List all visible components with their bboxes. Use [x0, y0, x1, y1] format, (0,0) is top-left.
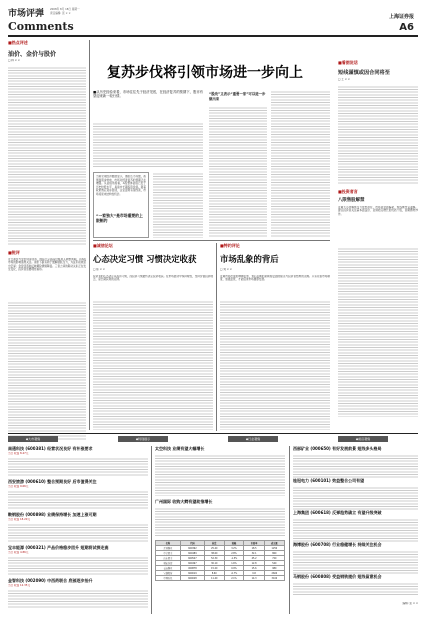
mid-left-body: [93, 300, 213, 430]
mid-right-byline: □ 刘 × ×: [220, 268, 232, 271]
section-en: Comments: [8, 20, 74, 33]
stock-item: [293, 478, 418, 510]
stock-item: [8, 446, 148, 479]
table-cell: 25.40: [204, 546, 224, 551]
stock-table: [155, 540, 285, 581]
footer-note: 编辑: 张 × ×: [402, 602, 418, 605]
divider-bar-1: ◆大市观察: [8, 436, 58, 442]
table-cell: 江西铜业: [156, 546, 181, 551]
divider-bar-2: ◆特别提示: [118, 436, 168, 442]
table-cell: 0.9%: [224, 566, 244, 571]
stock-item-title: 南通科技 (600381) 经营状况良好 有补涨要求: [8, 446, 93, 451]
table-cell: 000878: [180, 566, 204, 571]
table-cell: 38.60: [204, 551, 224, 556]
stock-item: [293, 574, 418, 602]
mid-left-title: 心态决定习惯 习惯决定收获: [93, 254, 197, 264]
table-cell: 540: [264, 561, 284, 566]
main-box-title: “一家独大”是市场重要的上限制约: [96, 213, 143, 223]
mid-right-paragraph: 近期市场出现的种种乱象，背后反映的是制度层面的缺失与投资者结构的失衡。只有完善市场制度，加强监管，才能促进市场健康发展。: [220, 274, 330, 282]
masthead: [8, 6, 418, 36]
editor-line: 责任编辑: 张 × ×: [50, 12, 71, 15]
table-cell: 52.30: [204, 556, 224, 561]
bottom-left-section: [8, 446, 148, 614]
table-header: 收盘: [204, 541, 224, 546]
stock-item: [8, 578, 148, 611]
table-cell: 9.8: [244, 571, 264, 576]
bottom-mid-body: [155, 454, 285, 496]
left-tag: ■热点评述: [8, 40, 28, 45]
divider-bar-4: ◆前沿观察: [338, 436, 388, 442]
left-column: [8, 40, 86, 430]
table-cell: 宝钢股份: [156, 571, 181, 576]
left-title: 油价、金价与股价: [8, 51, 57, 58]
table-cell: 云南铜业: [156, 566, 181, 571]
table-cell: 12.8: [244, 561, 264, 566]
mid-top-rule: [93, 240, 330, 241]
main-article: [93, 40, 330, 238]
stock-item-meta: 当日 收盘 8.47元: [8, 452, 29, 455]
main-body-b: [153, 172, 203, 238]
table-cell: 15.20: [204, 566, 224, 571]
table-cell: 中金黄金: [156, 551, 181, 556]
bottom-divider-2: [289, 446, 290, 614]
left-second-tag: ■锐评: [8, 249, 20, 255]
table-row: [156, 576, 285, 581]
right-sub-tag: ■投资者言: [338, 188, 358, 194]
stock-item-meta: 当日 收盘 9.66元: [8, 485, 29, 488]
table-cell: 600362: [180, 546, 204, 551]
stock-item-body: [8, 523, 148, 543]
stock-item-body: [8, 457, 148, 477]
stock-item-title: 宝丰能源 (000321) 产品价格稳步回升 短期将试探走高: [8, 545, 109, 550]
left-paragraph: 近日油价与金价同步回落，国际大宗商品价格进入调整周期，对A股市场的影响值得关注。油价下跌有助于缓解通胀压力，为货币政策留出空间；金价回落则反映避险情绪降温。三者之间的联动关系正在发生变化，投资者需要理性看待。: [8, 257, 86, 272]
mid-left-byline: □ 陈 × ×: [93, 268, 105, 271]
stock-item-body: [8, 556, 148, 576]
stock-item-body: [293, 518, 418, 542]
mid-left-paragraph: 投资者的心态决定其投资习惯，而投资习惯最终决定投资收获。在市场波动中保持理性，坚持价值投资理念，是长期获利的关键。: [93, 274, 213, 282]
page-number: A6: [399, 22, 414, 33]
stock-item-title: 西安旅游 (000610) 整合预期良好 后市值得关注: [8, 479, 97, 484]
stock-item: [293, 446, 418, 478]
mid-right-tag: ■特约评论: [220, 243, 240, 248]
main-callout: “股改”又表示“重要一家”可以进一步做出来: [209, 92, 266, 101]
bottom-divider-1: [151, 446, 152, 614]
mid-divider: [216, 243, 217, 431]
table-cell: 3.2%: [224, 546, 244, 551]
right-column: [338, 40, 418, 430]
main-lead: ■从历史经验来看，市场往往先于经济见底，在经济复苏的预期下，股市有望迎来新一轮行情。: [93, 90, 203, 99]
table-cell: 30.10: [204, 561, 224, 566]
table-cell: -0.7%: [224, 571, 244, 576]
table-header: 涨幅: [224, 541, 244, 546]
left-body-text-2: [8, 301, 86, 441]
bottom-mid-body-2: [155, 507, 285, 537]
table-cell: 山东黄金: [156, 556, 181, 561]
table-cell: 2.1%: [224, 576, 244, 581]
stock-item: [293, 510, 418, 542]
table-cell: 1.6%: [224, 561, 244, 566]
stock-item-title: 桂冠电力 (600101) 效益整合公司有望: [293, 478, 365, 483]
stock-item-body: [293, 550, 418, 574]
mid-right-title: 市场乱象的背后: [220, 254, 279, 264]
table-cell: 3100: [264, 576, 284, 581]
masthead-rule: [8, 35, 418, 37]
stock-item-body: [293, 582, 418, 596]
table-cell: 45.2: [244, 556, 264, 561]
stock-item: [8, 512, 148, 545]
mid-left-tag: ■诚信论坛: [93, 243, 113, 248]
table-cell: 驰宏锌锗: [156, 561, 181, 566]
divider-bar-3: ◆行业观察: [228, 436, 278, 442]
table-cell: 980: [264, 566, 284, 571]
right-tag: ■看图说话: [338, 60, 358, 65]
stock-item: [8, 479, 148, 512]
table-cell: 8.60: [204, 571, 224, 576]
table-cell: -1.5%: [224, 556, 244, 561]
table-cell: 600489: [180, 551, 204, 556]
main-body-a: [93, 122, 203, 168]
date-line: 2008年 8月 18日 星期一: [50, 8, 80, 11]
main-body-d: [271, 90, 330, 238]
mid-right-body: [220, 300, 330, 430]
table-cell: 15.6: [244, 566, 264, 571]
right-title: 短线谨慎或因合同将至: [338, 70, 390, 76]
mid-left-article: [93, 243, 213, 431]
table-cell: 18.5: [244, 546, 264, 551]
table-cell: 32.1: [244, 551, 264, 556]
stock-item-title: 海博股份 (600708) 行业稳健增长 持续关注机会: [293, 542, 382, 547]
table-cell: 1250: [264, 546, 284, 551]
right-body: [338, 85, 418, 185]
lower-rule: [8, 433, 418, 434]
table-cell: 11.40: [204, 576, 224, 581]
left-body-text: [8, 66, 86, 246]
section-name: 市场评弹: [8, 9, 45, 19]
table-cell: 600497: [180, 561, 204, 566]
left-divider: [89, 40, 90, 430]
table-cell: 720: [264, 556, 284, 561]
stock-item-meta: 当日 收盘 12.35元: [8, 584, 31, 587]
stock-item-title: 西部矿业 (000650) 有好发展前景 短线多头格局: [293, 446, 382, 451]
main-box-text: 当前宏观经济数据显示，通胀压力趋缓，政策面逐步转向，市场对经济复苏的预期正在增强。从估值角度看，A股整体估值已处于历史较低水平，具备中长期投资价值。随着政策效应逐步显现，企业盈利有望改善，市场将迎来结构性机会。: [96, 175, 146, 196]
bottom-right-section: [293, 446, 418, 614]
stock-item-title: 鞍钢股份 (000898) 业绩保持增长 加速上涨可期: [8, 512, 97, 517]
table-header: 市盈率: [244, 541, 264, 546]
right-body-2: [338, 247, 418, 417]
stock-item: [293, 542, 418, 574]
main-body-c: [209, 106, 267, 238]
table-body: [156, 546, 285, 581]
table-cell: 中国石化: [156, 576, 181, 581]
bottom-mid-title: 太空科技 业绩有望大幅增长: [155, 446, 205, 451]
stock-item: [8, 545, 148, 578]
stock-item-body: [8, 589, 148, 609]
main-title: 复苏步伐将引领市场进一步向上: [107, 65, 303, 81]
table-cell: 860: [264, 551, 284, 556]
paper-name: 上海证券报: [388, 14, 414, 20]
table-cell: 14.3: [244, 576, 264, 581]
table-header: 代码: [180, 541, 204, 546]
stock-item-body: [8, 490, 148, 510]
table-cell: 2.8%: [224, 551, 244, 556]
mid-right-article: [220, 243, 330, 431]
stock-item-meta: 当日 收盘 18.20元: [8, 518, 31, 521]
table-cell: 600028: [180, 576, 204, 581]
right-paragraph: 近期大小非解禁压力依然存在，市场资金面偏紧，短线操作宜谨慎。建议投资者关注基本面良好、业绩稳定增长的优质个股，回避题材炒作。: [338, 205, 418, 216]
left-byline: □ 林 × ×: [8, 59, 20, 62]
table-header: 名称: [156, 541, 181, 546]
main-box: [93, 172, 149, 238]
stock-item-title: 金智科技 (002090) 中西药联合 底部逐步抬升: [8, 578, 93, 583]
stock-item-title: 马钢股份 (600808) 受益钢铁提价 短线留意机会: [293, 574, 382, 579]
right-sub-title: 八限售股解禁: [338, 197, 365, 203]
table-cell: 2600: [264, 571, 284, 576]
stock-item-body: [293, 454, 418, 478]
stock-item-meta: 当日 收盘 4.86元: [8, 551, 29, 554]
table-cell: 600019: [180, 571, 204, 576]
right-byline: □ 王 × ×: [338, 78, 350, 81]
stock-item-body: [293, 486, 418, 510]
stock-item-title: 上海集团 (600618) 反弹趋势确立 有望升级突破: [293, 510, 382, 515]
table-cell: 600547: [180, 556, 204, 561]
bottom-mid-sub-title: 广州国际 收购大鳄有望助推增长: [155, 499, 213, 504]
bottom-mid-section: [155, 446, 285, 614]
table-header: 成交量: [264, 541, 284, 546]
